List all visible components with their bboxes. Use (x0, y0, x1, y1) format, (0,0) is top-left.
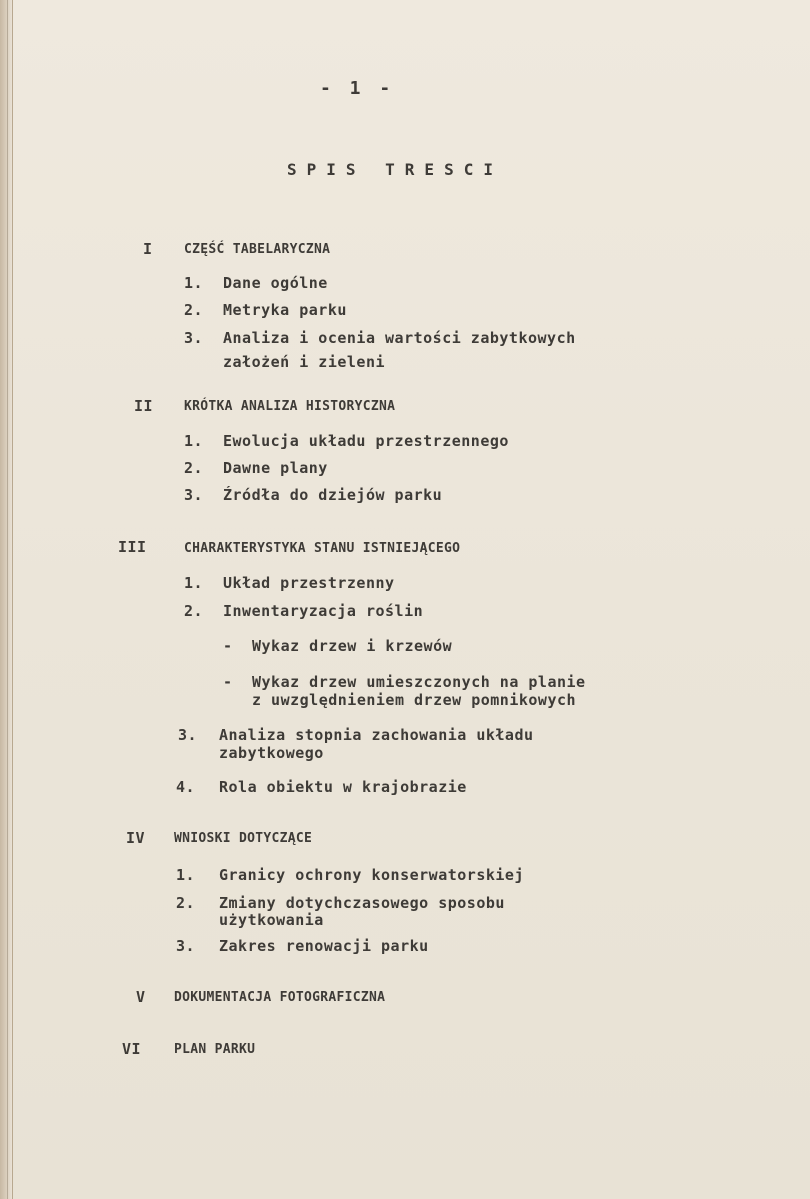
section-3-subitem-1-text: Wykaz drzew i krzewów (252, 637, 453, 655)
section-3-subitem-2-text-line-1: Wykaz drzew umieszczonych na planie (252, 673, 586, 691)
section-2-heading: KRÓTKA ANALIZA HISTORYCZNA (184, 399, 396, 414)
section-1-item-3-text-line-2: założeń i zieleni (223, 353, 386, 371)
section-1-item-2-text: Metryka parku (223, 301, 347, 319)
section-6-heading: PLAN PARKU (174, 1042, 256, 1057)
section-2-item-1-num: 1. (184, 432, 204, 450)
section-1-item-1-text: Dane ogólne (223, 274, 328, 292)
section-4-heading: WNIOSKI DOTYCZĄCE (174, 831, 313, 846)
section-4-item-1-text: Granicy ochrony konserwatorskiej (219, 866, 524, 884)
section-4-item-2-num: 2. (176, 894, 196, 912)
section-5-heading: DOKUMENTACJA FOTOGRAFICZNA (174, 990, 386, 1005)
section-3-heading: CHARAKTERYSTYKA STANU ISTNIEJĄCEGO (184, 541, 461, 556)
section-3-item-3-text-line-1: Analiza stopnia zachowania układu (219, 726, 534, 744)
section-3-item-3-text-line-2: zabytkowego (219, 744, 324, 762)
section-2-item-3-text: Źródła do dziejów parku (223, 486, 443, 504)
section-4-item-3-num: 3. (176, 937, 196, 955)
page-title: SPIS TRESCI (287, 160, 503, 179)
section-3-item-2-text: Inwentaryzacja roślin (223, 602, 424, 620)
section-1-item-2-num: 2. (184, 301, 204, 319)
section-2-item-2-text: Dawne plany (223, 459, 328, 477)
section-2-item-3-num: 3. (184, 486, 204, 504)
section-6-roman: VI (122, 1040, 142, 1058)
section-4-item-2-text-line-2: użytkowania (219, 911, 324, 929)
section-1-item-3-text-line-1: Analiza i ocenia wartości zabytkowych (223, 329, 576, 347)
section-1-roman: I (143, 240, 153, 258)
section-2-item-1-text: Ewolucja układu przestrzennego (223, 432, 509, 450)
section-2-item-2-num: 2. (184, 459, 204, 477)
section-1-heading: CZĘŚĆ TABELARYCZNA (184, 242, 331, 257)
section-3-subitem-1-dash: - (223, 637, 233, 655)
section-3-item-4-text: Rola obiektu w krajobrazie (219, 778, 467, 796)
section-3-item-4-num: 4. (176, 778, 196, 796)
section-3-item-2-num: 2. (184, 602, 204, 620)
section-4-item-2-text-line-1: Zmiany dotychczasowego sposobu (219, 894, 505, 912)
section-4-item-1-num: 1. (176, 866, 196, 884)
section-3-roman: III (118, 538, 147, 556)
section-5-roman: V (136, 988, 146, 1006)
section-3-item-3-num: 3. (178, 726, 198, 744)
section-1-item-1-num: 1. (184, 274, 204, 292)
page-number: - 1 - (320, 78, 395, 99)
section-3-item-1-num: 1. (184, 574, 204, 592)
section-3-item-1-text: Układ przestrzenny (223, 574, 395, 592)
section-1-item-3-num: 3. (184, 329, 204, 347)
binding-line (7, 0, 8, 1199)
section-2-roman: II (134, 397, 154, 415)
section-4-item-3-text: Zakres renowacji parku (219, 937, 429, 955)
section-4-roman: IV (126, 829, 146, 847)
section-3-subitem-2-dash: - (223, 673, 233, 691)
section-3-subitem-2-text-line-2: z uwzględnieniem drzew pomnikowych (252, 691, 577, 709)
